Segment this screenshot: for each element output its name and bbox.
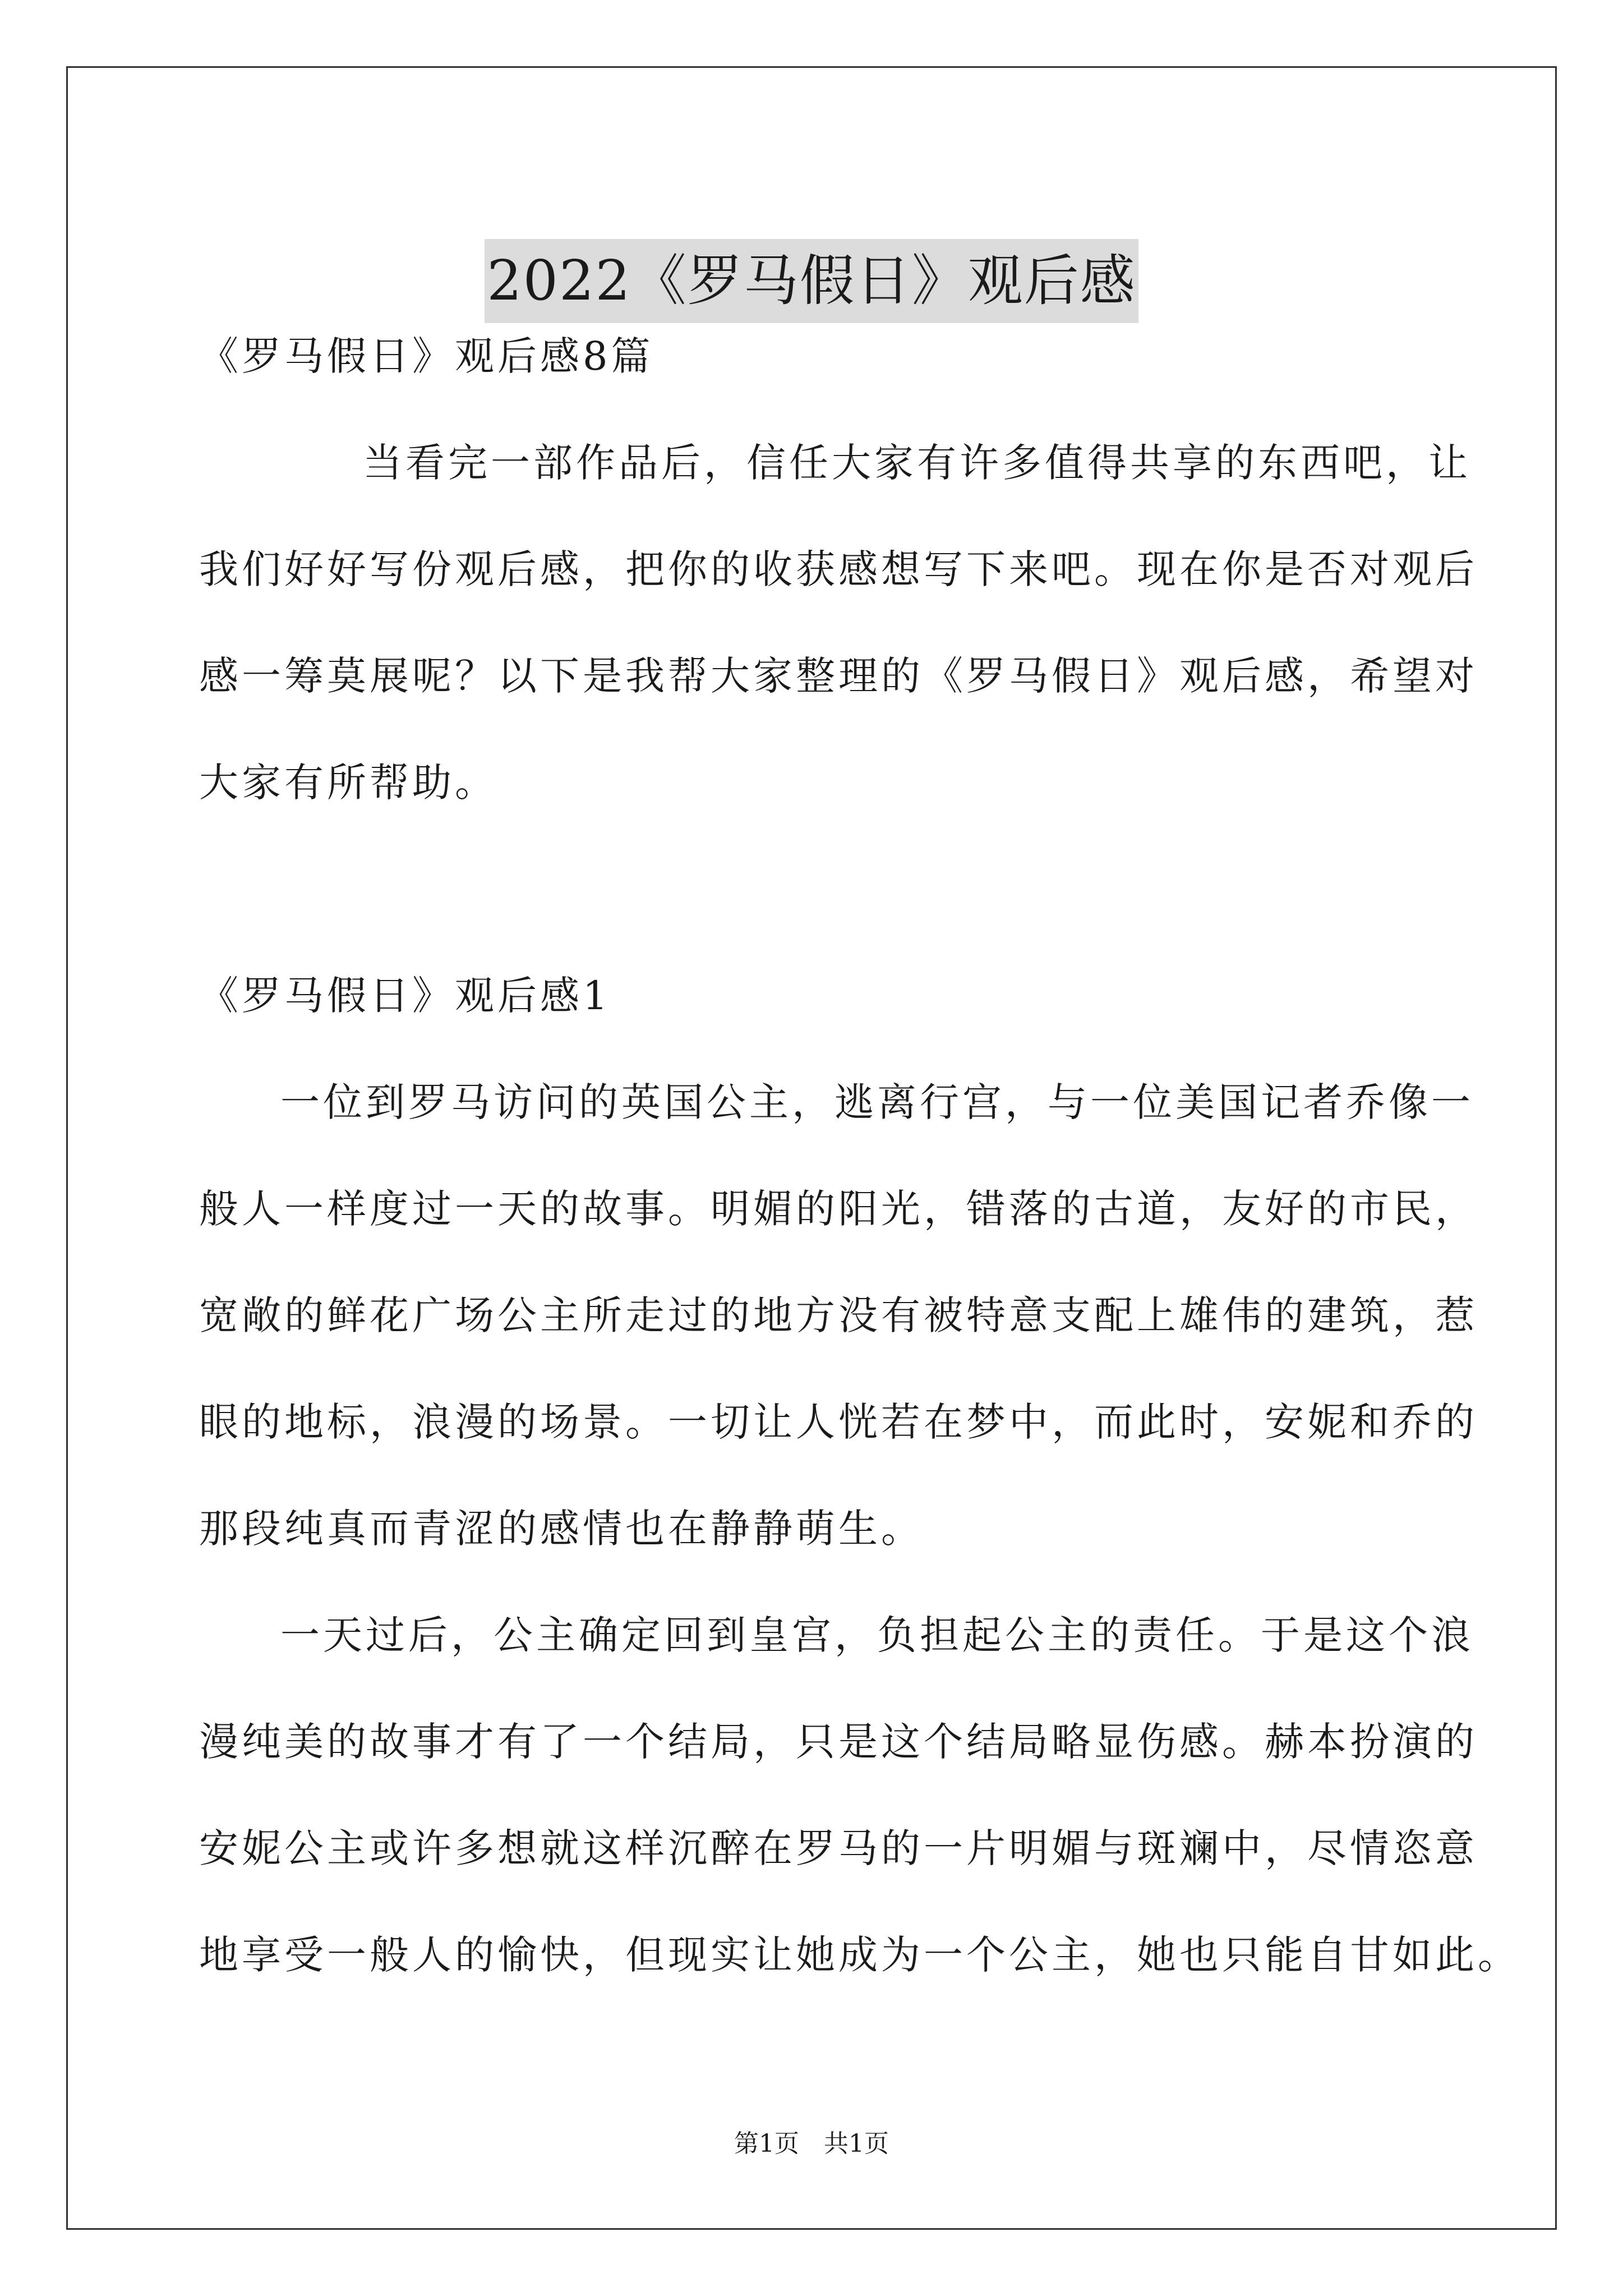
- document-subtitle: 《罗马假日》观后感8篇: [199, 333, 654, 379]
- paragraph-line: 一位到罗马访问的英国公主，逃离行宫，与一位美国记者乔像一: [280, 1079, 1474, 1125]
- paragraph-line: 眼的地标，浪漫的场景。一切让人恍若在梦中，而此时，安妮和乔的: [199, 1399, 1478, 1445]
- paragraph-line: 安妮公主或许多想就这样沉醉在罗马的一片明媚与斑斓中，尽情恣意: [199, 1825, 1478, 1871]
- paragraph-line: 地享受一般人的愉快，但现实让她成为一个公主，她也只能自甘如此。: [199, 1932, 1520, 1978]
- page-footer: 第1页 共1页: [734, 2129, 889, 2158]
- paragraph-line: 般人一样度过一天的故事。明媚的阳光，错落的古道，友好的市民，: [199, 1186, 1478, 1232]
- paragraph-line: 一天过后，公主确定回到皇宫，负担起公主的责任。于是这个浪: [280, 1612, 1474, 1658]
- intro-line: 我们好好写份观后感，把你的收获感想写下来吧。现在你是否对观后: [199, 546, 1478, 592]
- section-spacer: [199, 836, 1433, 942]
- paragraph-line: 宽敞的鲜花广场公主所走过的地方没有被特意支配上雄伟的建筑，惹: [199, 1292, 1478, 1338]
- intro-line: 大家有所帮助。: [199, 760, 497, 806]
- document-body: [199, 303, 1520, 2008]
- document-title: 2022《罗马假日》观后感: [485, 239, 1138, 323]
- intro-line: 当看完一部作品后，信任大家有许多值得共享的东西吧，让: [363, 440, 1471, 486]
- section-heading: 《罗马假日》观后感1: [199, 973, 611, 1019]
- paragraph-line: 漫纯美的故事才有了一个结局，只是这个结局略显伤感。赫本扮演的: [199, 1719, 1478, 1765]
- intro-line: 感一筹莫展呢？以下是我帮大家整理的《罗马假日》观后感，希望对: [199, 653, 1478, 699]
- paragraph-line: 那段纯真而青涩的感情也在静静萌生。: [199, 1506, 924, 1552]
